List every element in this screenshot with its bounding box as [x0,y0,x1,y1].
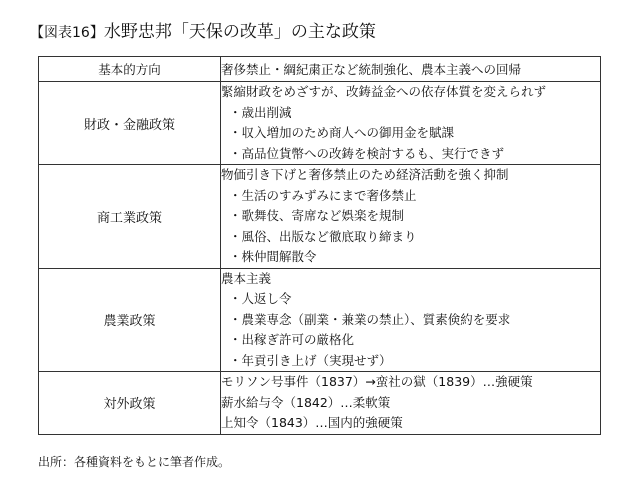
header-cell-direction-description: 奢侈禁止・綱紀粛正など統制強化、農本主義への回帰 [221,57,601,82]
category-cell: 商工業政策 [39,165,221,269]
policy-line: モリソン号事件（1837）→蛮社の獄（1839）…強硬策 [221,374,533,389]
figure-title-text: 水野忠邦「天保の改革」の主な政策 [103,22,376,42]
category-cell: 農業政策 [39,268,221,372]
policy-line: 薪水給与令（1842）…柔軟策 [221,394,391,410]
policy-line: ・年貢引き上げ（実現せず） [229,352,392,368]
policy-line: ・人返し令 [229,291,292,306]
policy-line: ・株仲間解散令 [229,249,317,264]
policy-table [38,56,601,435]
policy-line: ・歌舞伎、寄席など娯楽を規制 [229,208,405,223]
category-cell: 財政・金融政策 [39,82,221,165]
policy-line: ・農業専念（副業・兼業の禁止）、質素倹約を要求 [229,311,511,327]
source-note: 出所：各種資料をもとに筆者作成。 [38,455,231,469]
header-row [39,57,601,82]
policy-line: ・風俗、出版など徹底取り締まり [229,228,417,244]
policy-items-cell [221,372,601,435]
policy-line: ・生活のすみずみにまで奢侈禁止 [229,187,417,203]
policy-line: 緊縮財政をめざすが、改鋳益金への依存体質を変えられず [221,84,547,99]
header-cell-basic-direction: 基本的方向 [39,57,221,82]
table-row-finance [39,82,601,165]
table-row-commerce [39,165,601,269]
figure-number: 【図表16】 [30,25,104,41]
policy-items-cell [221,82,601,165]
policy-line: 農本主義 [221,270,272,286]
policy-line: ・出稼ぎ許可の厳格化 [229,332,355,347]
policy-line: 上知令（1843）…国内的強硬策 [221,415,403,430]
policy-items-cell [221,268,601,372]
category-cell: 対外政策 [39,372,221,435]
table-row-agriculture [39,268,601,372]
policy-line: ・収入増加のため商人への御用金を賦課 [229,125,455,140]
policy-line: ・高品位貨幣への改鋳を検討するも、実行できず [229,145,505,161]
figure-title [30,22,376,43]
table-row-foreign [39,372,601,435]
policy-line: 物価引き下げと奢侈禁止のため経済活動を強く抑制 [221,167,509,182]
policy-line: ・歳出削減 [229,104,292,120]
policy-items-cell [221,165,601,269]
